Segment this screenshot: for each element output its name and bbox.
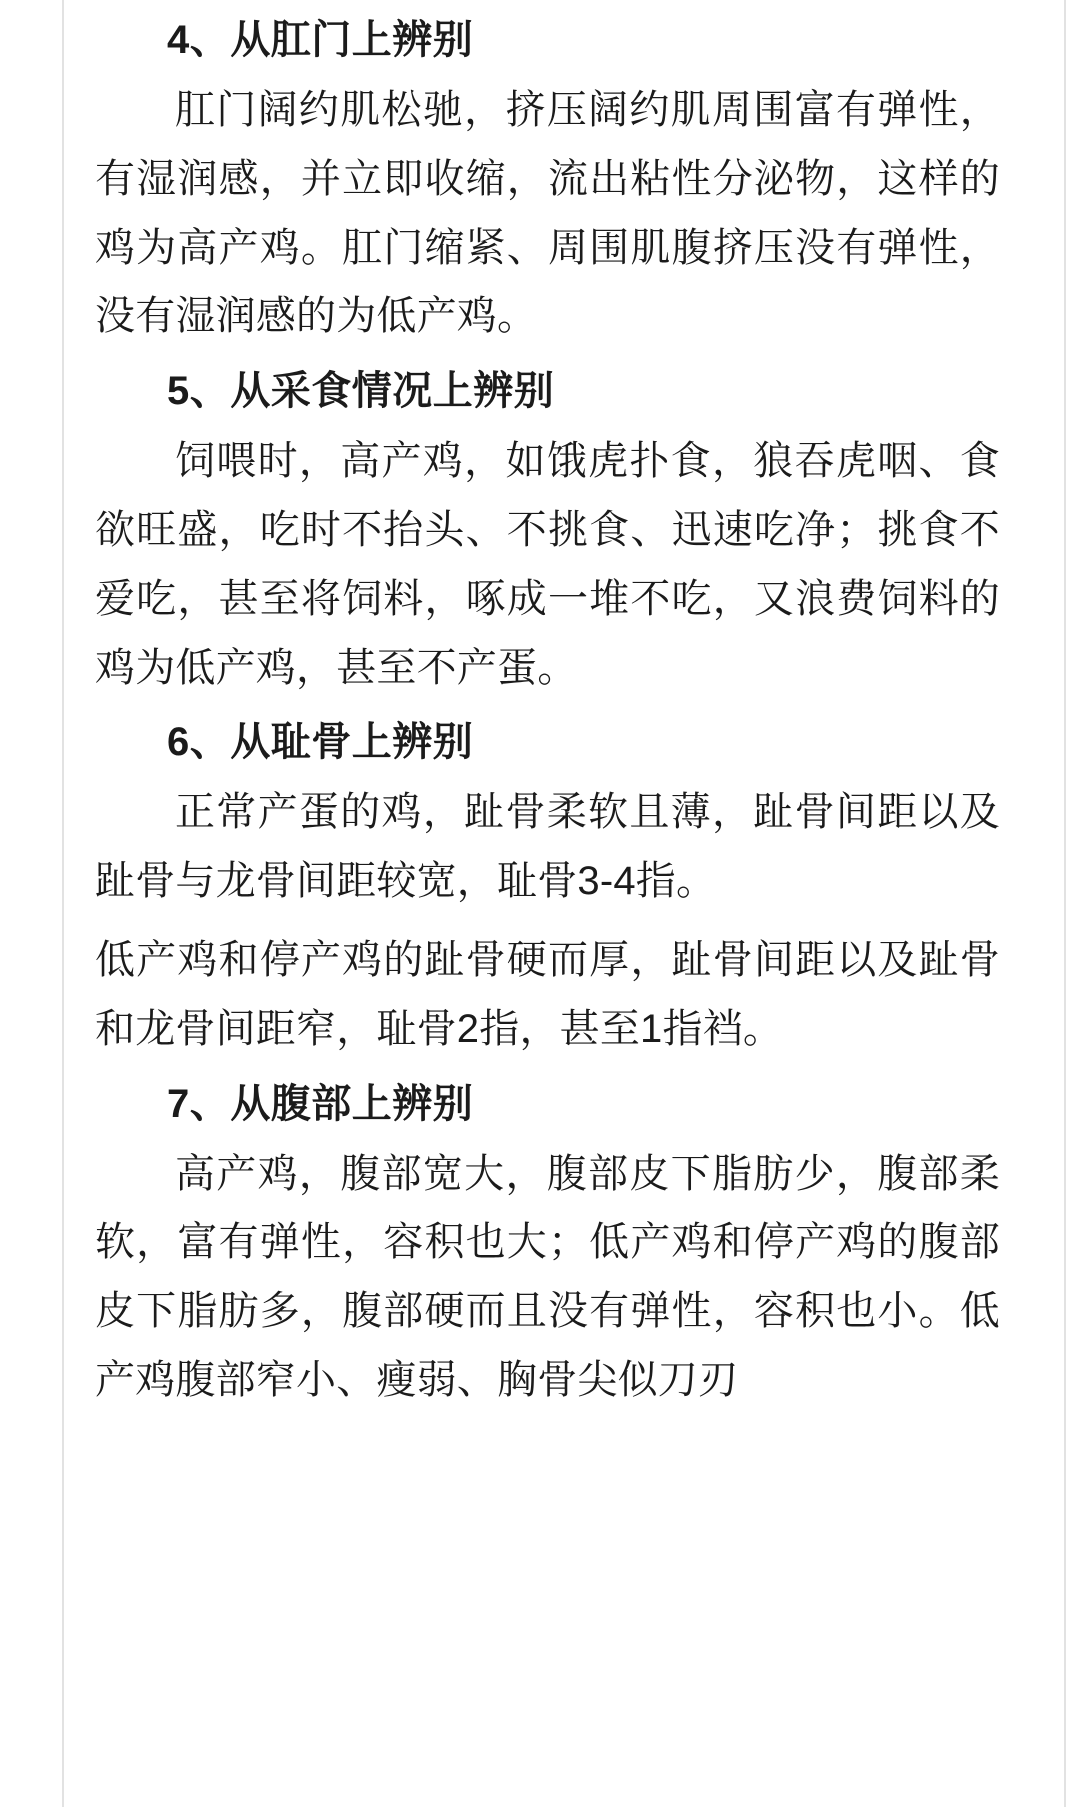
section-4 xyxy=(95,10,1000,351)
section-6-paragraph-2: 低产鸡和停产鸡的趾骨硬而厚，趾骨间距以及趾骨和龙骨间距窄，耻骨2指，甚至1指裆。 xyxy=(95,937,1000,1051)
section-7-paragraph-1: 高产鸡，腹部宽大，腹部皮下脂肪少，腹部柔软，富有弹性，容积也大；低产鸡和停产鸡的腹部皮下脂肪多，腹部硬而且没有弹性，容积也小。低产鸡腹部窄小、瘦弱、胸骨尖似刀刃 xyxy=(95,1151,1000,1402)
section-heading-6: 6、从耻骨上辨别 xyxy=(167,720,474,765)
section-4-paragraph-1: 肛门阔约肌松驰，挤压阔约肌周围富有弹性，有湿润感，并立即收缩，流出粘性分泌物，这样的鸡为高产鸡。肛门缩紧、周围肌腹挤压没有弹性，没有湿润感的为低产鸡。 xyxy=(95,88,1000,339)
section-heading-4: 4、从肛门上辨别 xyxy=(167,18,474,62)
section-6 xyxy=(95,712,1000,1063)
section-heading-7: 7、从腹部上辨别 xyxy=(167,1081,474,1126)
section-5 xyxy=(95,361,1000,702)
section-7 xyxy=(95,1074,1000,1415)
section-5-paragraph-1: 饲喂时，高产鸡，如饿虎扑食，狼吞虎咽、食欲旺盛，吃时不抬头、不挑食、迅速吃净；挑食不爱吃，甚至将饲料，啄成一堆不吃，又浪费饲料的鸡为低产鸡，甚至不产蛋。 xyxy=(95,439,1000,690)
section-heading-5: 5、从采食情况上辨别 xyxy=(167,369,555,414)
section-6-paragraph-1: 正常产蛋的鸡，趾骨柔软且薄，趾骨间距以及趾骨与龙骨间距较宽，耻骨3-4指。 xyxy=(95,790,1000,904)
